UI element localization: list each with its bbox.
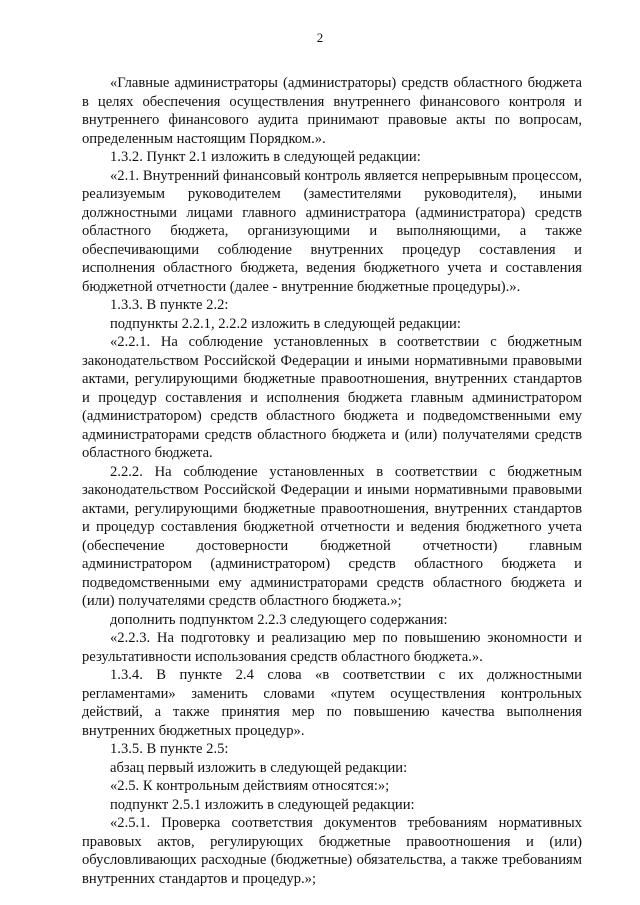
page-number: 2 [316, 30, 324, 45]
paragraph: «2.5. К контрольным действиям относятся:»; [110, 778, 390, 794]
paragraph: 1.3.2. Пункт 2.1 изложить в следующей редакции: [110, 149, 421, 165]
paragraph: абзац первый изложить в следующей редакции: [110, 759, 408, 776]
paragraph: «2.5.1. Проверка соответствия документов требованиям нормативных правовых актов, регулирующих бюджетные правоотношения и (или) обусловливающих расходные (бюджетные) обязательства, а также требованиям внутренних стандартов и процедур.»; [82, 815, 582, 887]
paragraph: «Главные администраторы (администраторы) средств областного бюджета в целях обеспечения осуществления внутреннего финансового контроля и внутреннего финансового аудита принимают правовые акты по вопросам, определенным настоящим Порядком.». [82, 75, 582, 147]
paragraph: «2.1. Внутренний финансовый контроль является непрерывным процессом, реализуемым руководителем (заместителями руководителя), иными должностными лицами главного администратора (администратора) средств областного бюджета, организующими и выполняющими, а также обеспечивающими соблюдение внутренних процедур составления и исполнения областного бюджета, ведения бюджетного учета и составления бюджетной отчетности (далее - внутренние бюджетные процедуры).». [82, 167, 582, 295]
paragraph: «2.2.1. На соблюдение установленных в соответствии с бюджетным законодательством Российской Федерации и иными нормативными правовыми актами, регулирующими бюджетные правоотношения, внутренних стандартов и процедур составления и исполнения бюджета главным администратором (администратором) средств областного бюджета и подведомственными ему администраторами средств областного бюджета и (или) получателями средств областного бюджета. [82, 334, 582, 461]
paragraph: «2.2.3. На подготовку и реализацию мер по повышению экономности и результативности использования средств областного бюджета.». [82, 630, 582, 665]
paragraph: 1.3.4. В пункте 2.4 слова «в соответствии с их должностными регламентами» заменить словами «путем осуществления контрольных действий, а также принятия мер по повышению качества выполнения внутренних бюджетных процедур». [82, 667, 582, 739]
paragraph: дополнить подпунктом 2.2.3 следующего содержания: [110, 611, 448, 628]
paragraph: 2.2.2. На соблюдение установленных в соответствии с бюджетным законодательством Российской Федерации и иными нормативными правовыми актами, регулирующими бюджетные правоотношения, внутренних стандартов и процедур составления бюджетной отчетности и ведения бюджетного учета (обеспечение достоверности бюджетной отчетности) главным администратором (администратором) средств областного бюджета и подведомственными ему администраторами средств областного бюджета и (или) получателями средств областного бюджета.»; [82, 463, 582, 609]
document-body [82, 74, 582, 888]
paragraph: подпункт 2.5.1 изложить в следующей редакции: [110, 796, 415, 813]
paragraph: подпункты 2.2.1, 2.2.2 изложить в следующей редакции: [110, 315, 461, 332]
paragraph: 1.3.5. В пункте 2.5: [110, 741, 229, 757]
paragraph: 1.3.3. В пункте 2.2: [110, 297, 229, 313]
